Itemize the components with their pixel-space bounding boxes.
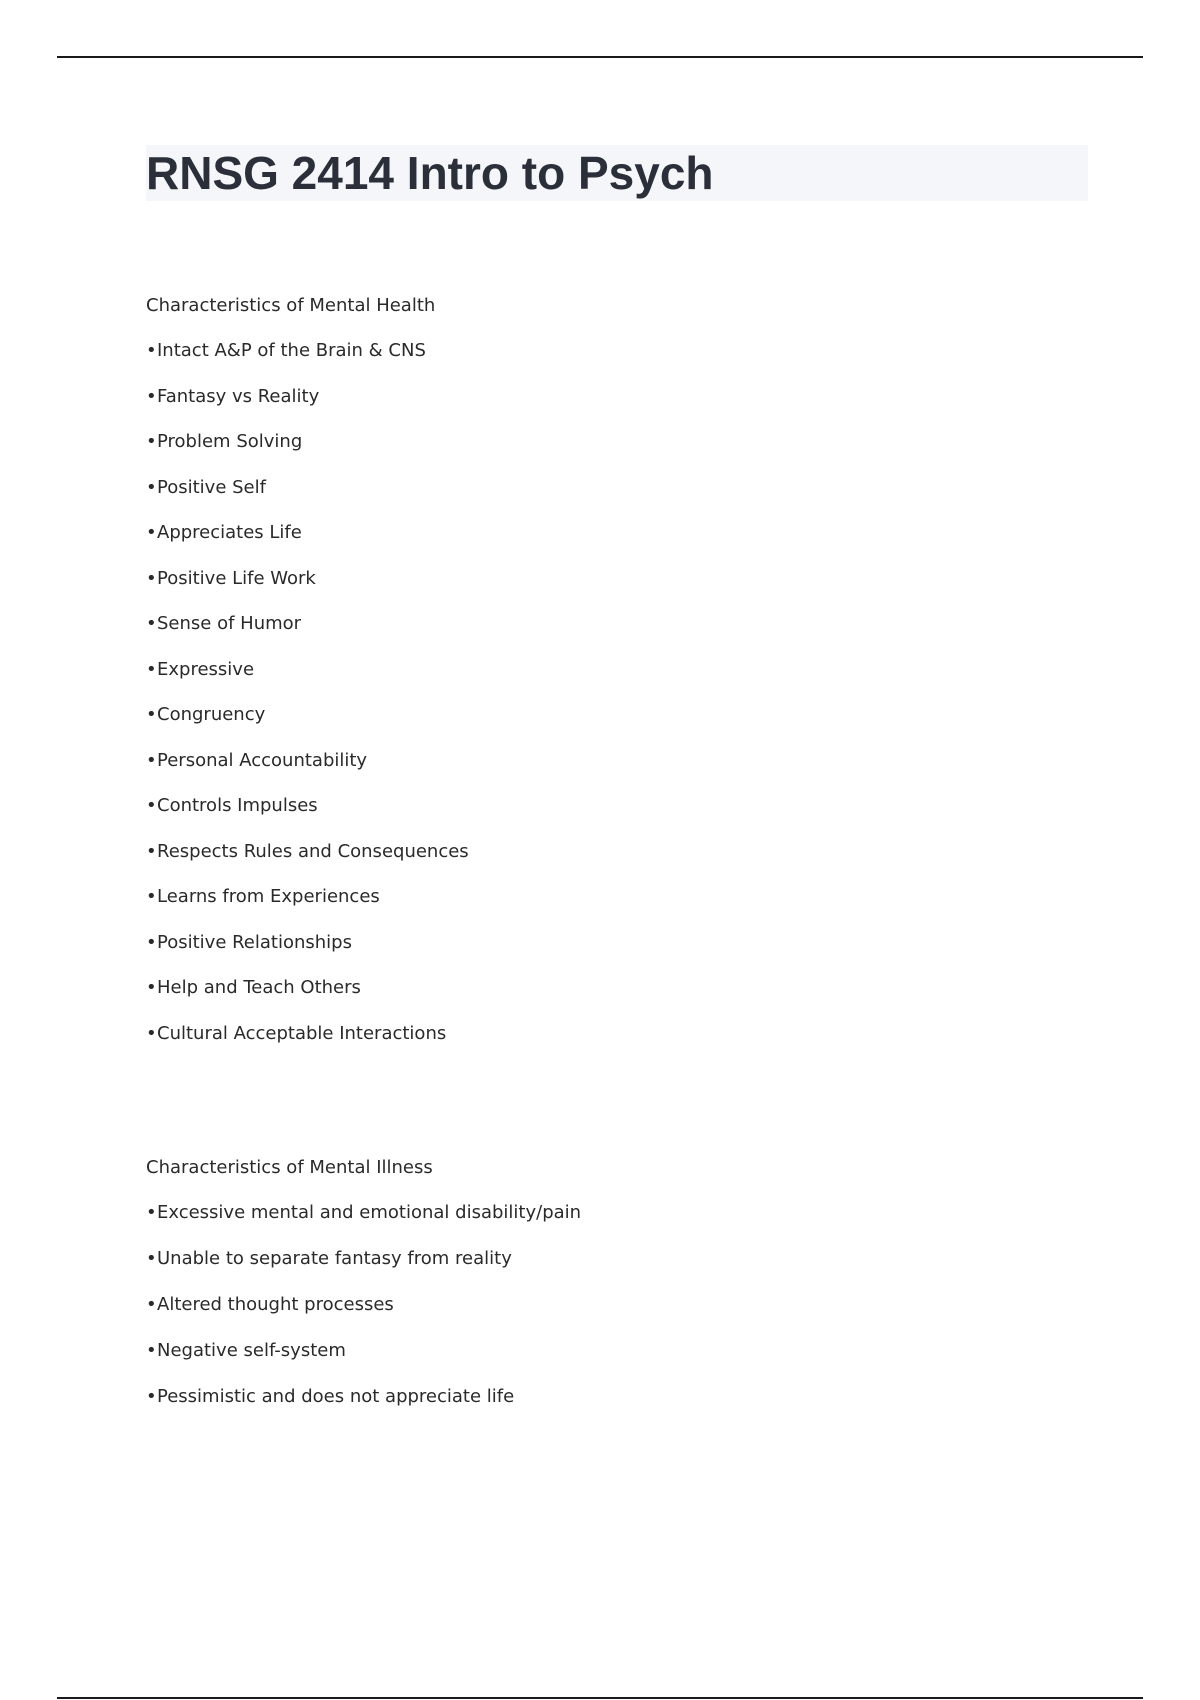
bullet-icon: • [146,749,157,771]
bullet-icon: • [146,340,157,361]
bullet-icon: • [146,704,157,725]
list-item [146,658,469,704]
list-item [146,521,469,567]
bullet-icon: • [146,1022,157,1044]
bullet-icon: • [146,1248,157,1269]
bullet-icon: • [146,522,157,543]
list-item-text: Learns from Experiences [157,886,380,907]
section-mental-illness [146,1156,581,1431]
bullet-icon: • [146,385,157,407]
bullet-list [146,339,469,1067]
list-item-text: Negative self-system [157,1340,346,1361]
list-item [146,430,469,476]
list-item [146,385,469,431]
list-item [146,1339,581,1385]
list-item-text: Expressive [157,658,255,680]
list-item [146,749,469,795]
list-item [146,476,469,522]
bullet-icon: • [146,795,157,816]
list-item [146,885,469,931]
list-item-text: Positive Relationships [157,931,352,953]
list-item [146,339,469,385]
bullet-icon: • [146,1202,157,1223]
list-item-text: Sense of Humor [157,613,302,634]
list-item-text: Positive Life Work [157,567,316,589]
bullet-icon: • [146,1340,157,1361]
list-item [146,612,469,658]
bullet-icon: • [146,931,157,953]
list-item-text: Intact A&P of the Brain & CNS [157,340,426,361]
list-item [146,840,469,886]
list-item-text: Pessimistic and does not appreciate life [157,1386,515,1407]
bullet-icon: • [146,658,157,680]
list-item [146,703,469,749]
bullet-icon: • [146,431,157,452]
list-item-text: Altered thought processes [157,1294,394,1315]
list-item [146,567,469,613]
list-item [146,976,469,1022]
top-rule [57,56,1143,58]
list-item-text: Fantasy vs Reality [157,385,320,407]
list-item [146,1022,469,1068]
bullet-icon: • [146,567,157,589]
bullet-icon: • [146,476,157,498]
list-item-text: Respects Rules and Consequences [157,840,469,862]
bullet-icon: • [146,886,157,907]
list-item [146,931,469,977]
list-item-text: Excessive mental and emotional disability/pain [157,1202,582,1223]
list-item [146,1247,581,1293]
list-item [146,1293,581,1339]
document-title: RNSG 2414 Intro to Psych [146,147,714,199]
list-item-text: Help and Teach Others [157,977,361,998]
list-item-text: Controls Impulses [157,795,318,816]
section-heading: Characteristics of Mental Illness [146,1157,433,1178]
list-item-text: Cultural Acceptable Interactions [157,1022,447,1044]
section-mental-health [146,294,469,1067]
list-item [146,1201,581,1247]
bullet-list [146,1201,581,1431]
bullet-icon: • [146,1294,157,1315]
bullet-icon: • [146,977,157,998]
section-heading: Characteristics of Mental Health [146,295,436,316]
bottom-rule [57,1697,1143,1699]
list-item-text: Positive Self [157,476,266,498]
list-item-text: Personal Accountability [157,749,368,771]
bullet-icon: • [146,840,157,862]
bullet-icon: • [146,1386,157,1407]
list-item-text: Appreciates Life [157,522,302,543]
list-item [146,1385,581,1431]
list-item [146,794,469,840]
list-item-text: Congruency [157,704,266,725]
list-item-text: Unable to separate fantasy from reality [157,1248,512,1269]
bullet-icon: • [146,613,157,634]
list-item-text: Problem Solving [157,431,303,452]
